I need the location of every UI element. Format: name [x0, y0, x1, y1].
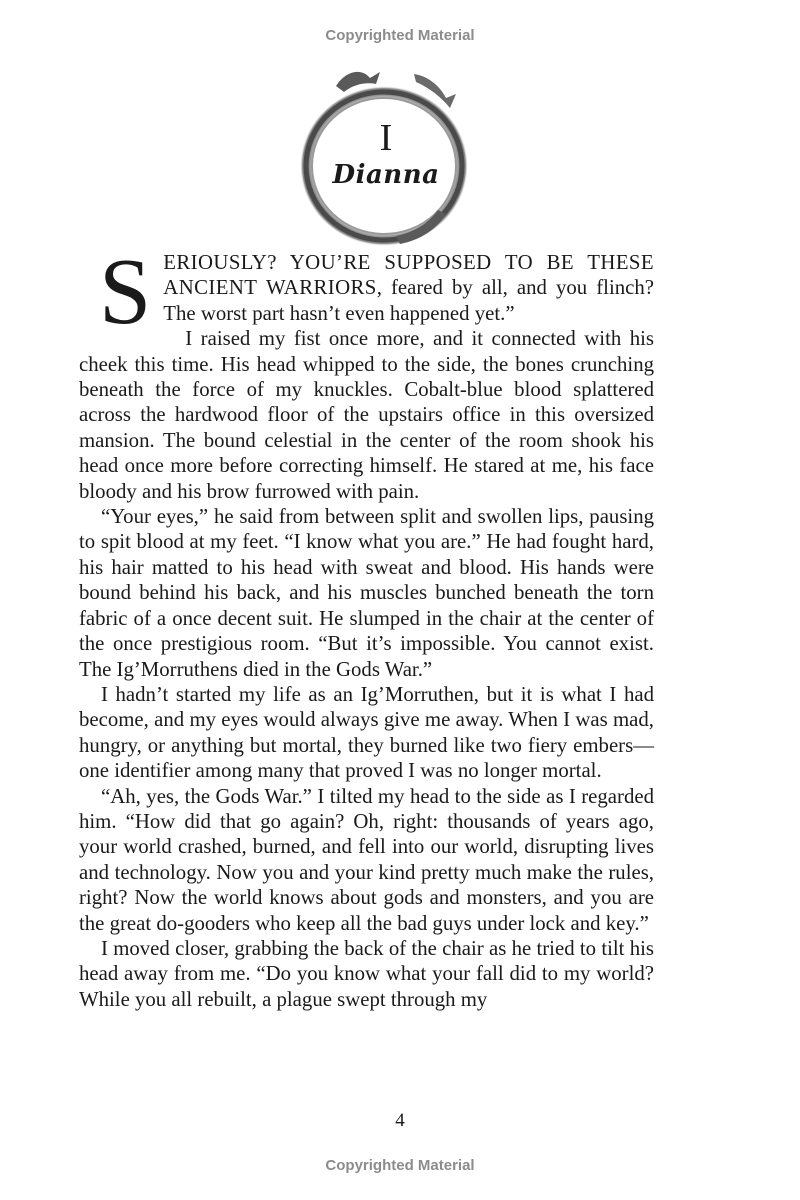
paragraph: I hadn’t started my life as an Ig’Morruthen, but it is what I had become, and my eyes would always give me away. When I was mad, hungry, or anything but mortal, they burned like two fiery embers—one identifier among many that proved I was no longer mortal.	[79, 682, 654, 783]
opening-rest: , feared by all, and you flinch? The worst part hasn’t even happened yet.”	[163, 276, 654, 325]
drop-cap: S	[99, 240, 152, 344]
paragraph: I moved closer, grabbing the back of the chair as he tried to tilt his head away from me. “Do you know what your fall did to my world? While you all rebuilt, a plague swept through my	[79, 936, 654, 1011]
chapter-text	[79, 240, 654, 1012]
opening-small-caps: ERIOUSLY? YOU’RE SUPPOSED TO BE THESE ANCIENT WARRIORS	[163, 251, 654, 300]
chapter-number: I	[379, 117, 393, 159]
copyright-watermark-bottom: Copyrighted Material	[325, 1157, 475, 1174]
page-number: 4	[395, 1110, 405, 1131]
copyright-watermark-top: Copyrighted Material	[325, 27, 475, 44]
paragraph: “Your eyes,” he said from between split and swollen lips, pausing to spit blood at my feet. “I know what you are.” He had fought hard, his hair matted to his head with sweat and blood. His hands were bound behind his back, and his muscles bunched beneath the torn fabric of a once decent suit. He slumped in the chair at the center of the once prestigious room. “But it’s impossible. You cannot exist. The Ig’Morruthens died in the Gods War.”	[79, 505, 654, 681]
paragraph: I raised my fist once more, and it connected with his cheek this time. His head whipped to the side, the bones crunching beneath the force of my knuckles. Cobalt-blue blood splattered across the hardwood floor of the upstairs office in this oversized mansion. The bound celestial in the center of the room shook his head once more before correcting himself. He stared at me, his face bloody and his brow furrowed with pain.	[79, 327, 654, 503]
opening-paragraph	[79, 240, 654, 344]
chapter-emblem	[296, 64, 476, 249]
chapter-title: Dianna	[332, 160, 440, 190]
paragraph: “Ah, yes, the Gods War.” I tilted my head to the side as I regarded him. “How did that go again? Oh, right: thousands of years ago, your world crashed, burned, and fell into our world, disrupting lives and technology. Now you and your kind pretty much make the rules, right? Now the world knows about gods and monsters, and you are the great do-gooders who keep all the bad guys under lock and key.”	[79, 784, 654, 935]
